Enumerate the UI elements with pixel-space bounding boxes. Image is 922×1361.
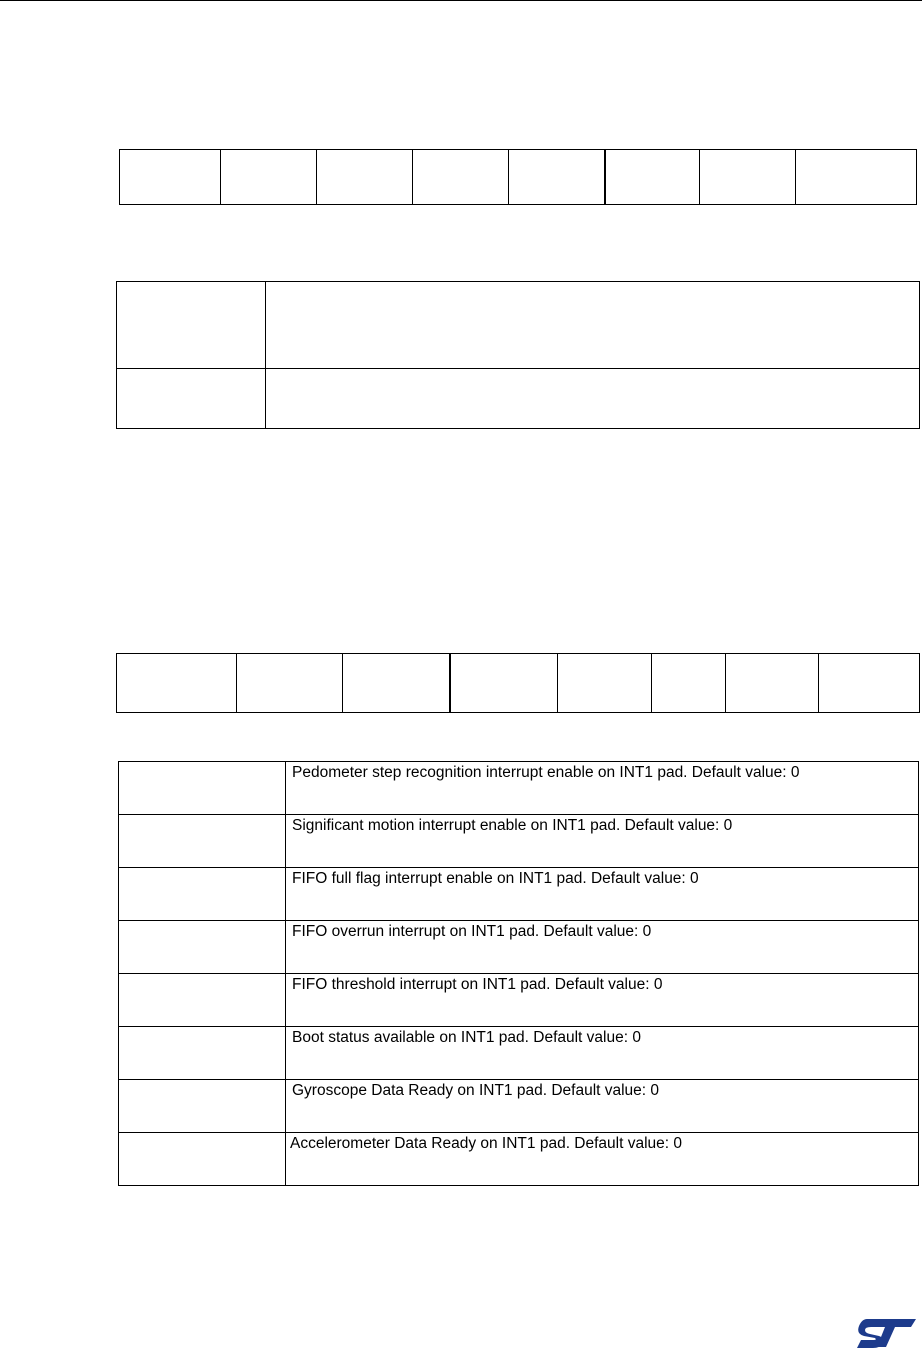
field-name-cell bbox=[119, 815, 286, 868]
field-description-cell: Boot status available on INT1 pad. Default value: 0 bbox=[286, 1027, 919, 1080]
field-description-cell bbox=[266, 282, 920, 369]
bit-cell bbox=[652, 654, 726, 713]
register-row bbox=[117, 654, 920, 713]
bit-cell bbox=[413, 150, 509, 205]
field-description-cell: FIFO overrun interrupt on INT1 pad. Default value: 0 bbox=[286, 921, 919, 974]
table-row bbox=[119, 815, 919, 868]
table-row bbox=[119, 1027, 919, 1080]
field-description-cell: FIFO threshold interrupt on INT1 pad. Default value: 0 bbox=[286, 974, 919, 1027]
register-row bbox=[120, 150, 917, 205]
field-name-cell bbox=[119, 762, 286, 815]
bit-cell bbox=[221, 150, 317, 205]
header-rule bbox=[0, 0, 922, 1]
field-description-cell: Gyroscope Data Ready on INT1 pad. Default value: 0 bbox=[286, 1080, 919, 1133]
bit-cell bbox=[700, 150, 796, 205]
field-name-cell bbox=[117, 282, 266, 369]
field-name-cell bbox=[119, 1027, 286, 1080]
table-row bbox=[117, 282, 920, 369]
bit-cell bbox=[317, 150, 413, 205]
bit-cell bbox=[726, 654, 819, 713]
bit-cell bbox=[605, 150, 700, 205]
table-row bbox=[119, 1080, 919, 1133]
table-row bbox=[119, 868, 919, 921]
bit-cell bbox=[450, 654, 558, 713]
bit-cell bbox=[796, 150, 917, 205]
field-description-cell: Significant motion interrupt enable on INT1 pad. Default value: 0 bbox=[286, 815, 919, 868]
field-description-cell bbox=[266, 369, 920, 429]
bit-cell bbox=[117, 654, 237, 713]
register-bit-table-1 bbox=[119, 149, 917, 205]
table-row bbox=[119, 921, 919, 974]
field-name-cell bbox=[119, 921, 286, 974]
register-description-table-2 bbox=[118, 761, 919, 1186]
register-description-table-1 bbox=[116, 281, 920, 429]
field-name-cell bbox=[119, 868, 286, 921]
field-description-cell: Pedometer step recognition interrupt enable on INT1 pad. Default value: 0 bbox=[286, 762, 919, 815]
field-name-cell bbox=[119, 974, 286, 1027]
bit-cell bbox=[509, 150, 605, 205]
table-row bbox=[119, 974, 919, 1027]
field-description-cell: Accelerometer Data Ready on INT1 pad. Default value: 0 bbox=[286, 1133, 919, 1186]
register-bit-table-2 bbox=[116, 653, 920, 713]
field-name-cell bbox=[117, 369, 266, 429]
field-description-cell: FIFO full flag interrupt enable on INT1 pad. Default value: 0 bbox=[286, 868, 919, 921]
bit-cell bbox=[558, 654, 652, 713]
st-logo-icon bbox=[855, 1315, 917, 1349]
table-row bbox=[117, 369, 920, 429]
field-name-cell bbox=[119, 1133, 286, 1186]
bit-cell bbox=[819, 654, 920, 713]
table-row bbox=[119, 762, 919, 815]
bit-cell bbox=[343, 654, 450, 713]
field-name-cell bbox=[119, 1080, 286, 1133]
bit-cell bbox=[237, 654, 343, 713]
bit-cell bbox=[120, 150, 221, 205]
table-row bbox=[119, 1133, 919, 1186]
